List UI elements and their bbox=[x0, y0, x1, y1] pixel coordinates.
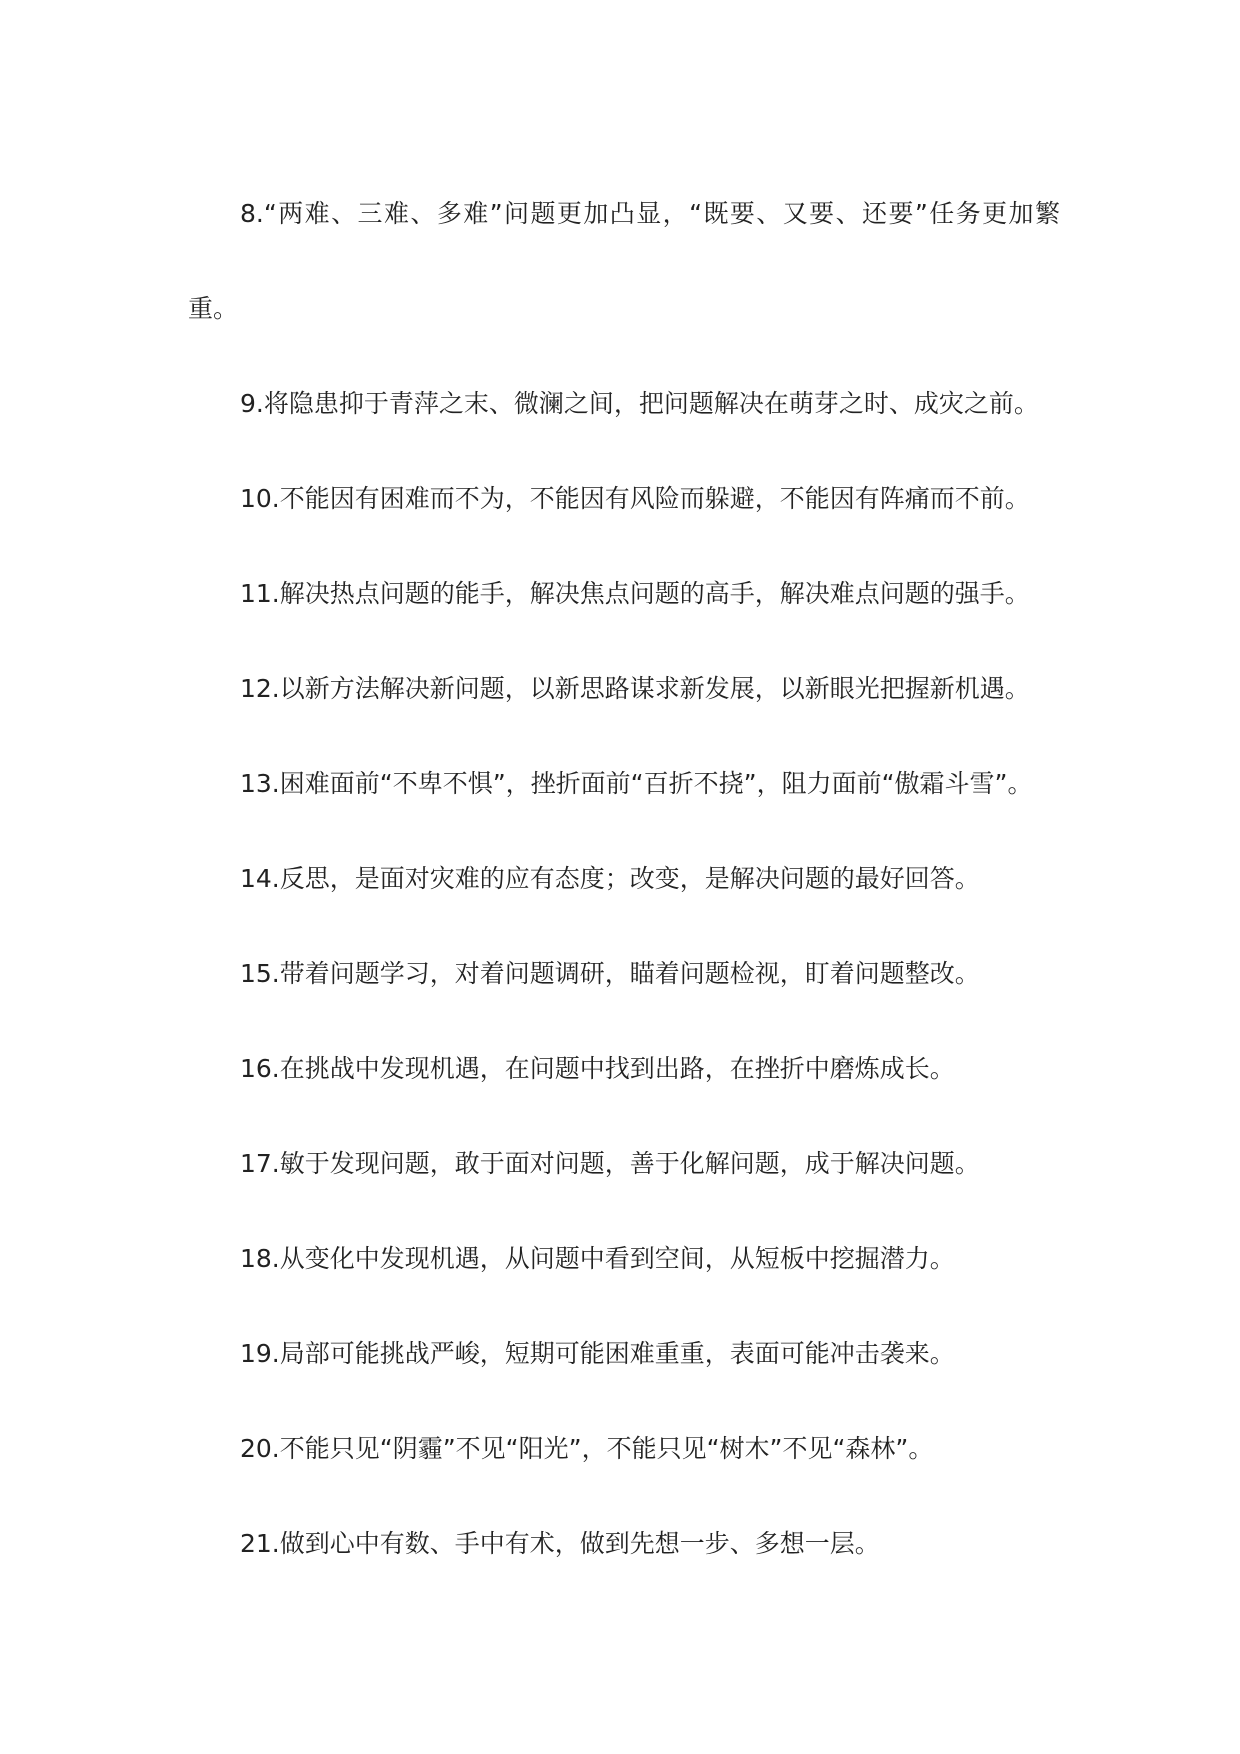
paragraph-13: 13.困难面前“不卑不惧”，挫折面前“百折不挠”，阻力面前“傲霜斗雪”。 bbox=[240, 769, 1033, 798]
paragraph-12: 12.以新方法解决新问题，以新思路谋求新发展，以新眼光把握新机遇。 bbox=[240, 674, 1030, 703]
paragraph-11: 11.解决热点问题的能手，解决焦点问题的高手，解决难点问题的强手。 bbox=[240, 579, 1030, 608]
paragraph-18: 18.从变化中发现机遇，从问题中看到空间，从短板中挖掘潜力。 bbox=[240, 1244, 955, 1273]
paragraph-20: 20.不能只见“阴霾”不见“阳光”，不能只见“树木”不见“森林”。 bbox=[240, 1434, 934, 1463]
paragraph-9: 9.将隐患抑于青萍之末、微澜之间，把问题解决在萌芽之时、成灾之前。 bbox=[240, 389, 1039, 418]
document-body bbox=[188, 166, 1060, 1591]
paragraph-14: 14.反思，是面对灾难的应有态度；改变，是解决问题的最好回答。 bbox=[240, 864, 980, 893]
paragraph-16: 16.在挑战中发现机遇，在问题中找到出路，在挫折中磨炼成长。 bbox=[240, 1054, 955, 1083]
paragraph-17: 17.敏于发现问题，敢于面对问题，善于化解问题，成于解决问题。 bbox=[240, 1149, 980, 1178]
paragraph-15: 15.带着问题学习，对着问题调研，瞄着问题检视，盯着问题整改。 bbox=[240, 959, 980, 988]
paragraph-21: 21.做到心中有数、手中有术，做到先想一步、多想一层。 bbox=[240, 1529, 880, 1558]
paragraph-8: 8.“两难、三难、多难”问题更加凸显，“既要、又要、还要”任务更加繁重。 bbox=[188, 199, 1060, 323]
paragraph-10: 10.不能因有困难而不为，不能因有风险而躲避，不能因有阵痛而不前。 bbox=[240, 484, 1030, 513]
paragraph-19: 19.局部可能挑战严峻，短期可能困难重重，表面可能冲击袭来。 bbox=[240, 1339, 955, 1368]
